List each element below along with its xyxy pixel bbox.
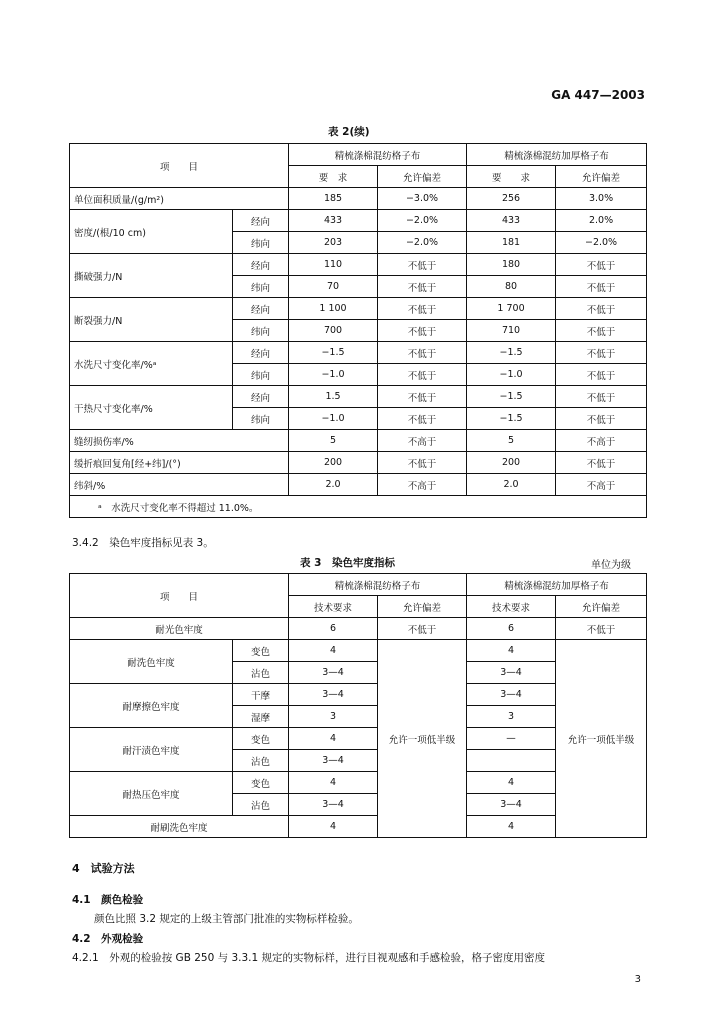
t3-sub: 变色 — [233, 640, 289, 662]
table2-caption: 表 2(续) — [328, 126, 370, 138]
t3-sub: 沾色 — [233, 750, 289, 772]
t2-head-tol-b: 允许偏差 — [556, 166, 647, 188]
t2-item: 撕破强力/N — [70, 254, 233, 298]
t3-sub: 变色 — [233, 728, 289, 750]
t3-value: 4 — [289, 816, 378, 838]
t3-value: 4 — [289, 640, 378, 662]
t2-item: 干热尺寸变化率/% — [70, 386, 233, 430]
t2-value: 不低于 — [378, 254, 467, 276]
t2-value: 2.0 — [467, 474, 556, 496]
t2-direction: 经向 — [233, 298, 289, 320]
t2-value: −1.0 — [289, 364, 378, 386]
t3-item: 耐光色牢度 — [70, 618, 289, 640]
t2-value: 不低于 — [378, 298, 467, 320]
t3-head-req-b: 技术要求 — [467, 596, 556, 618]
t3-sub: 沾色 — [233, 662, 289, 684]
t3-head-req-a: 技术要求 — [289, 596, 378, 618]
t3-value: 4 — [467, 640, 556, 662]
t2-value: 1 700 — [467, 298, 556, 320]
t2-direction: 经向 — [233, 386, 289, 408]
t2-value: 433 — [467, 210, 556, 232]
t2-value: −1.0 — [289, 408, 378, 430]
t2-value: 5 — [467, 430, 556, 452]
t3-item: 耐洗色牢度 — [70, 640, 233, 684]
t3-value: 4 — [289, 772, 378, 794]
table-row — [70, 640, 647, 662]
t2-item: 缝纫损伤率/% — [70, 430, 289, 452]
t2-direction: 纬向 — [233, 364, 289, 386]
t2-value: 3.0% — [556, 188, 647, 210]
t3-value: 6 — [467, 618, 556, 640]
table-row — [70, 210, 647, 232]
table-row — [70, 618, 647, 640]
t2-value: −1.5 — [289, 342, 378, 364]
table3-unit: 单位为级 — [591, 560, 631, 571]
section-4-2-heading: 4.2 外观检验 — [72, 933, 144, 945]
t2-value: −2.0% — [378, 232, 467, 254]
t2-value: 不低于 — [556, 298, 647, 320]
t2-value: 2.0 — [289, 474, 378, 496]
t2-head-req-a: 要 求 — [289, 166, 378, 188]
table-row — [70, 188, 647, 210]
t2-value: −1.5 — [467, 408, 556, 430]
t3-value: 4 — [467, 772, 556, 794]
t2-value: 700 — [289, 320, 378, 342]
t2-value: 80 — [467, 276, 556, 298]
t3-head-fabric-a: 精梳涤棉混纺格子布 — [289, 574, 467, 596]
t3-value: 3 — [467, 706, 556, 728]
table-row — [70, 386, 647, 408]
t3-value: 3—4 — [467, 794, 556, 816]
t2-value: 185 — [289, 188, 378, 210]
t2-head-fabric-b: 精梳涤棉混纺加厚格子布 — [467, 144, 647, 166]
t2-value: 不高于 — [378, 430, 467, 452]
t2-value: 不低于 — [556, 320, 647, 342]
standard-code: GA 447—2003 — [551, 88, 645, 102]
table-row — [70, 298, 647, 320]
t3-value: 3 — [289, 706, 378, 728]
t3-item: 耐摩擦色牢度 — [70, 684, 233, 728]
t3-value: — — [467, 728, 556, 750]
t2-value: 110 — [289, 254, 378, 276]
t3-value: 不低于 — [556, 618, 647, 640]
t3-sub: 沾色 — [233, 794, 289, 816]
t2-value: −2.0% — [556, 232, 647, 254]
t2-value: 200 — [289, 452, 378, 474]
t2-value: 2.0% — [556, 210, 647, 232]
table-row — [70, 474, 647, 496]
t2-item: 纬斜/% — [70, 474, 289, 496]
t3-item: 耐刷洗色牢度 — [70, 816, 289, 838]
table-row — [70, 430, 647, 452]
t2-value: 不低于 — [556, 342, 647, 364]
t2-value: 433 — [289, 210, 378, 232]
t3-merged-tol-a: 允许一项低半级 — [378, 640, 467, 838]
t2-value: 180 — [467, 254, 556, 276]
t2-item: 水洗尺寸变化率/%ᵃ — [70, 342, 233, 386]
t2-value: 不低于 — [556, 254, 647, 276]
t3-sub: 湿摩 — [233, 706, 289, 728]
section-3-4-2: 3.4.2 染色牢度指标见表 3。 — [72, 537, 214, 549]
t3-value: 4 — [467, 816, 556, 838]
t2-value: 710 — [467, 320, 556, 342]
t2-item: 缓折痕回复角[经+纬]/(°) — [70, 452, 289, 474]
t2-value: 5 — [289, 430, 378, 452]
t2-value: 不低于 — [378, 342, 467, 364]
t2-value: −1.0 — [467, 364, 556, 386]
t2-value: 不低于 — [378, 276, 467, 298]
t3-merged-tol-b: 允许一项低半级 — [556, 640, 647, 838]
t3-sub: 变色 — [233, 772, 289, 794]
t3-head-tol-a: 允许偏差 — [378, 596, 467, 618]
table2 — [69, 143, 647, 518]
section-4-2-1-text: 4.2.1 外观的检验按 GB 250 与 3.3.1 规定的实物标样，进行目视观感和手感检验，格子密度用密度 — [72, 952, 546, 964]
t3-value: 4 — [289, 728, 378, 750]
t3-value: 3—4 — [467, 684, 556, 706]
t2-value: 70 — [289, 276, 378, 298]
t2-value: −3.0% — [378, 188, 467, 210]
page-number: 3 — [634, 974, 641, 985]
t3-head-tol-b: 允许偏差 — [556, 596, 647, 618]
t2-value: −1.5 — [467, 386, 556, 408]
t3-value: 3—4 — [289, 794, 378, 816]
t3-item: 耐热压色牢度 — [70, 772, 233, 816]
t3-value — [467, 750, 556, 772]
t2-value: −1.5 — [467, 342, 556, 364]
t2-direction: 纬向 — [233, 276, 289, 298]
t2-value: 181 — [467, 232, 556, 254]
table3 — [69, 573, 647, 838]
t2-item: 断裂强力/N — [70, 298, 233, 342]
t2-direction: 经向 — [233, 254, 289, 276]
t2-item: 单位面积质量/(g/m²) — [70, 188, 289, 210]
t3-value: 3—4 — [467, 662, 556, 684]
t3-head-item: 项 目 — [70, 574, 289, 618]
t2-value: 不低于 — [556, 452, 647, 474]
section-4-heading: 4 试验方法 — [72, 862, 135, 875]
t2-direction: 纬向 — [233, 320, 289, 342]
t2-direction: 经向 — [233, 342, 289, 364]
t2-direction: 纬向 — [233, 232, 289, 254]
t2-value: 不低于 — [378, 452, 467, 474]
t3-sub: 干摩 — [233, 684, 289, 706]
t3-value: 不低于 — [378, 618, 467, 640]
t2-value: 不低于 — [378, 408, 467, 430]
t2-value: 不低于 — [378, 320, 467, 342]
t2-value: 不高于 — [556, 474, 647, 496]
table-row — [70, 254, 647, 276]
table-row — [70, 342, 647, 364]
t2-value: 1.5 — [289, 386, 378, 408]
t2-value: 不低于 — [556, 408, 647, 430]
t2-value: −2.0% — [378, 210, 467, 232]
t2-head-req-b: 要 求 — [467, 166, 556, 188]
t2-head-item: 项 目 — [70, 144, 289, 188]
t2-value: 256 — [467, 188, 556, 210]
t2-head-fabric-a: 精梳涤棉混纺格子布 — [289, 144, 467, 166]
t2-value: 203 — [289, 232, 378, 254]
table3-caption: 表 3 染色牢度指标 — [300, 557, 395, 569]
t2-item: 密度/(根/10 cm) — [70, 210, 233, 254]
t2-head-tol-a: 允许偏差 — [378, 166, 467, 188]
t3-value: 6 — [289, 618, 378, 640]
t2-footnote: ᵃ 水洗尺寸变化率不得超过 11.0%。 — [70, 496, 647, 518]
section-4-1-text: 颜色比照 3.2 规定的上级主管部门批准的实物标样检验。 — [94, 913, 359, 925]
t2-value: 不高于 — [378, 474, 467, 496]
t3-head-fabric-b: 精梳涤棉混纺加厚格子布 — [467, 574, 647, 596]
t2-value: 不低于 — [378, 386, 467, 408]
t3-value: 3—4 — [289, 750, 378, 772]
t2-value: 1 100 — [289, 298, 378, 320]
t3-value: 3—4 — [289, 662, 378, 684]
t2-value: 不低于 — [556, 364, 647, 386]
t2-value: 不低于 — [378, 364, 467, 386]
t2-value: 200 — [467, 452, 556, 474]
t2-value: 不低于 — [556, 386, 647, 408]
t2-value: 不高于 — [556, 430, 647, 452]
t2-direction: 纬向 — [233, 408, 289, 430]
t3-item: 耐汗渍色牢度 — [70, 728, 233, 772]
section-4-1-heading: 4.1 颜色检验 — [72, 894, 144, 906]
t2-value: 不低于 — [556, 276, 647, 298]
t3-value: 3—4 — [289, 684, 378, 706]
table-row — [70, 452, 647, 474]
t2-direction: 经向 — [233, 210, 289, 232]
